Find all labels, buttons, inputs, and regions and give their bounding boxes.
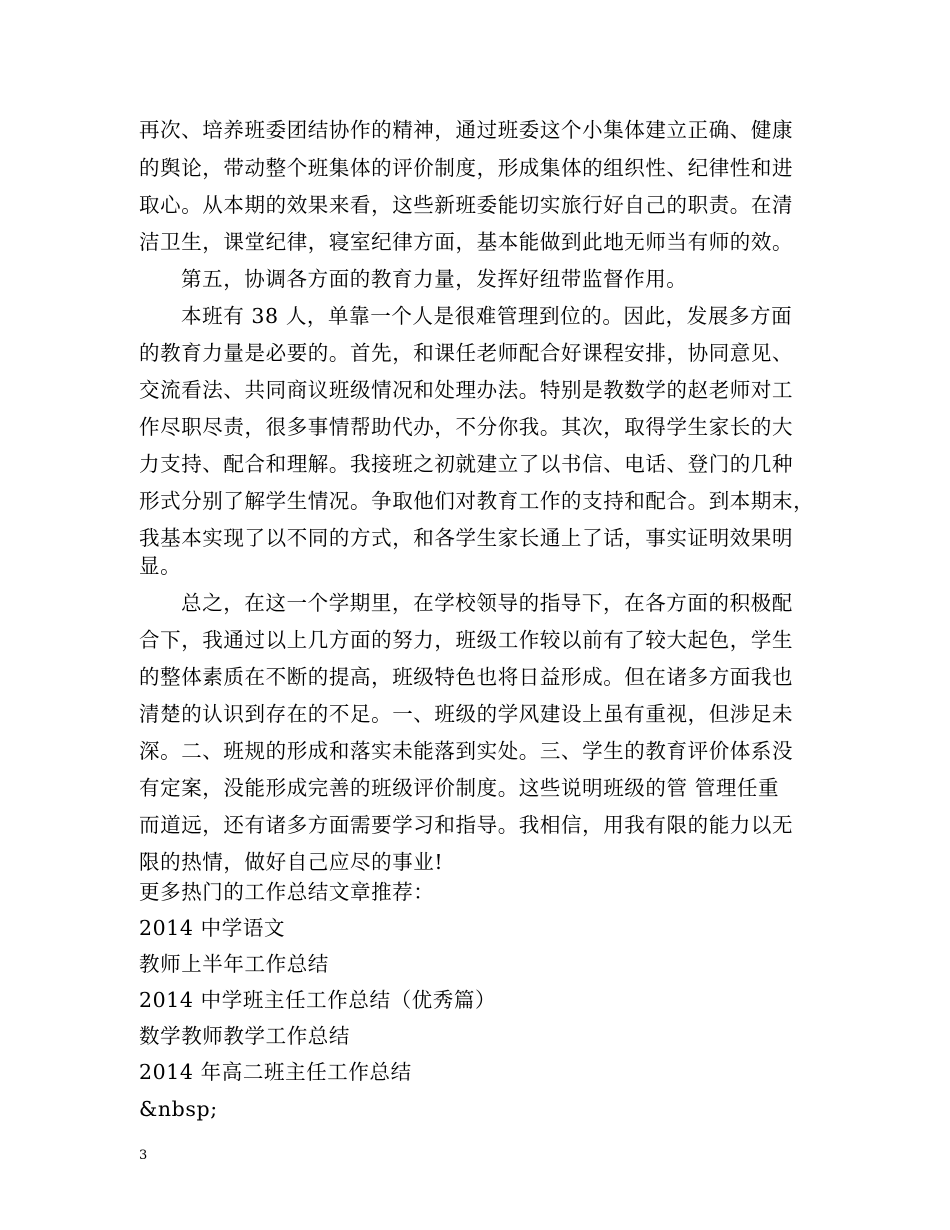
- recommended-article-link[interactable]: 数学教师教学工作总结: [139, 1024, 350, 1048]
- paragraph-line: 限的热情，做好自己应尽的事业!: [139, 850, 444, 874]
- recommended-article-link[interactable]: 教师上半年工作总结: [139, 952, 329, 976]
- paragraph-line: 深。二、班规的形成和落实未能落到实处。三、学生的教育评价体系没: [139, 739, 794, 763]
- paragraph-line: 合下，我通过以上几方面的努力，班级工作较以前有了较大起色，学生: [139, 628, 794, 652]
- paragraph-line: 我基本实现了以不同的方式，和各学生家长通上了话，事实证明效果明: [139, 526, 794, 550]
- paragraph-line: 的整体素质在不断的提高，班级特色也将日益形成。但在诸多方面我也: [139, 665, 794, 689]
- paragraph-line: 力支持、配合和理解。我接班之初就建立了以书信、电话、登门的几种: [139, 452, 794, 476]
- paragraph-line: 而道远，还有诸多方面需要学习和指导。我相信，用我有限的能力以无: [139, 813, 794, 837]
- paragraph-line: 的教育力量是必要的。首先，和课任老师配合好课程安排，协同意见、: [139, 341, 794, 365]
- paragraph-line: 交流看法、共同商议班级情况和处理办法。特别是教数学的赵老师对工: [139, 378, 794, 402]
- paragraph-line: 总之，在这一个学期里，在学校领导的指导下，在各方面的积极配: [181, 591, 793, 615]
- recommended-article-link[interactable]: 2014 中学语文: [139, 916, 286, 940]
- more-articles-heading: 更多热门的工作总结文章推荐：: [139, 880, 435, 904]
- paragraph-line: 作尽职尽责，很多事情帮助代办，不分你我。其次，取得学生家长的大: [139, 415, 794, 439]
- paragraph-line: 形式分别了解学生情况。争取他们对教育工作的支持和配合。到本期末，: [139, 489, 815, 513]
- paragraph-line: 取心。从本期的效果来看，这些新班委能切实旅行好自己的职责。在清: [139, 193, 794, 217]
- paragraph-line: 洁卫生，课堂纪律，寝室纪律方面，基本能做到此地无师当有师的效。: [139, 230, 794, 254]
- paragraph-line: 的舆论，带动整个班集体的评价制度，形成集体的组织性、纪律性和进: [139, 156, 794, 180]
- paragraph-line: 有定案，没能形成完善的班级评价制度。这些说明班级的管 管理任重: [139, 776, 780, 800]
- trailing-text: &nbsp;: [139, 1097, 218, 1121]
- section-heading: 第五，协调各方面的教育力量，发挥好纽带监督作用。: [181, 267, 688, 291]
- recommended-article-link[interactable]: 2014 中学班主任工作总结（优秀篇）: [139, 988, 497, 1012]
- paragraph-line: 显。: [139, 554, 182, 578]
- paragraph-line: 再次、培养班委团结协作的精神，通过班委这个小集体建立正确、健康: [139, 118, 794, 142]
- recommended-article-link[interactable]: 2014 年高二班主任工作总结: [139, 1060, 412, 1084]
- page-number: 3: [139, 1148, 148, 1163]
- paragraph-line: 本班有 38 人，单靠一个人是很难管理到位的。因此，发展多方面: [181, 304, 793, 328]
- paragraph-line: 清楚的认识到存在的不足。一、班级的学风建设上虽有重视，但涉足未: [139, 702, 794, 726]
